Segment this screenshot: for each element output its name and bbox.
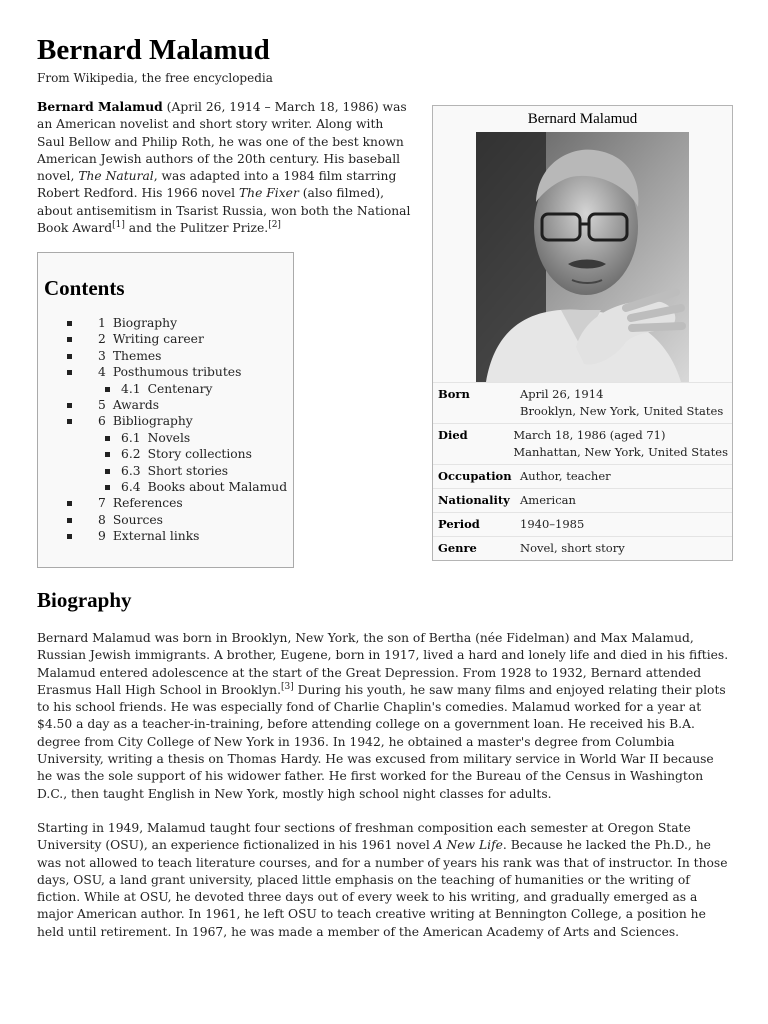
paragraph-text: During his youth, he saw many films and enjoyed relating their plots to his school friends. He was especially fond of Charlie Chaplin's comedies. Malamud worked for a year at $4.50 a day as a teacher-in-training, before attending college on a government loan. He received his B.A. degree from City College of New York in 1936. In 1942, he obtained a master's degree from Columbia University, writing a thesis on Thomas Hardy. He was excused from military service in World War II because he was the sole support of his widower father. He first worked for the Bureau of the Census in Washington D.C., then taught English in New York, mostly high school night classes for adults. xyxy=(37,682,726,801)
reference-link[interactable]: [3] xyxy=(281,681,294,692)
infobox-row-died xyxy=(433,423,732,464)
infobox-label: Nationality xyxy=(438,493,510,507)
toc-list xyxy=(38,315,293,545)
toc-item-awards[interactable]: 5 Awards xyxy=(38,397,293,413)
lead-text: (April 26, 1914 – March 18, 1986) was an American novelist and short story writer. Along with Saul Bellow and Philip Roth, he was one of the best known American Jewish authors of the 20th century. His baseball novel, xyxy=(37,100,407,184)
paragraph-text: Starting in 1949, Malamud taught four sections of freshman composition each semester at Oregon State University (OSU), an experience fictionalized in his 1961 novel xyxy=(37,821,691,853)
death-place[interactable]: Manhattan, New York, United States xyxy=(513,445,728,459)
toc-item-centenary[interactable]: 4.1 Centenary xyxy=(38,381,293,397)
paragraph-text: . Because he lacked the Ph.D., he was not allowed to teach literature courses, and for a number of years his rank was that of instructor. In those days, OSU, a land grant university, placed little emphasis on the teaching of humanities or the writing of fiction. While at OSU, he devoted three days out of every week to his writing, and gradually emerged as a major American author. In 1961, he left OSU to teach creative writing at Bennington College, a position he held until retirement. In 1967, he was made a member of the American Academy of Arts and Sciences. xyxy=(37,838,728,939)
lead-text: (also filmed), about antisemitism in Tsarist Russia, won both the National Book Award xyxy=(37,186,411,236)
biography-paragraph-1 xyxy=(37,630,731,803)
infobox-value: Author, teacher xyxy=(520,469,611,483)
portrait-image xyxy=(476,132,689,382)
infobox-value: American xyxy=(520,493,576,507)
portrait-photo[interactable] xyxy=(476,132,689,382)
article xyxy=(37,30,733,939)
toc-item-sources[interactable]: 8 Sources xyxy=(38,512,293,528)
toc-item-references[interactable]: 7 References xyxy=(38,495,293,511)
infobox-label: Born xyxy=(438,387,470,401)
toc-item-short-stories[interactable]: 6.3 Short stories xyxy=(38,463,293,479)
infobox-value: Novel, short story xyxy=(520,541,625,555)
infobox-value: 1940–1985 xyxy=(520,517,585,531)
page-tagline: From Wikipedia, the free encyclopedia xyxy=(37,71,273,85)
infobox-value xyxy=(509,424,732,464)
section-heading-biography: Biography xyxy=(37,588,132,612)
paragraph-text: Bernard Malamud was born in Brooklyn, New York, the son of Bertha (née Fidelman) and Max Malamud, Russian Jewish immigrants. A brother, Eugene, born in 1917, lived a hard and lonely life and died in his fifties. Malamud entered adolescence at the start of the Great Depression. From 1928 to 1932, Bernard attended Erasmus Hall High School in Brooklyn. xyxy=(37,631,729,697)
reference-link[interactable]: [1] xyxy=(112,219,125,230)
infobox-label: Died xyxy=(438,428,468,442)
infobox xyxy=(432,105,733,561)
toc-title: Contents xyxy=(44,276,125,300)
lead-subject-name: Bernard Malamud xyxy=(37,99,163,114)
infobox-row-genre xyxy=(433,536,732,560)
infobox-label: Period xyxy=(438,517,480,531)
toc-item-writing-career[interactable]: 2 Writing career xyxy=(38,331,293,347)
title-a-new-life[interactable]: A New Life xyxy=(433,838,503,853)
toc-item-external-links[interactable]: 9 External links xyxy=(38,528,293,544)
infobox-label: Occupation xyxy=(438,469,512,483)
infobox-row-period xyxy=(433,512,732,536)
reference-link[interactable]: [2] xyxy=(268,219,281,230)
toc-item-posthumous-tributes[interactable]: 4 Posthumous tributes xyxy=(38,364,293,380)
birth-date: April 26, 1914 xyxy=(520,387,604,401)
page-title: Bernard Malamud xyxy=(37,34,270,66)
infobox-row-born xyxy=(433,382,732,423)
lead-text: , was adapted into a 1984 film starring Robert Redford. His 1966 novel xyxy=(37,169,397,201)
birth-place[interactable]: Brooklyn, New York, United States xyxy=(520,404,724,418)
lead-text: and the Pulitzer Prize. xyxy=(124,221,269,236)
table-of-contents xyxy=(37,252,294,568)
death-date: March 18, 1986 (aged 71) xyxy=(513,428,666,442)
lead-title-natural[interactable]: The Natural xyxy=(78,169,154,184)
toc-item-bibliography[interactable]: 6 Bibliography xyxy=(38,413,293,429)
lead-paragraph xyxy=(37,98,411,237)
biography-paragraph-2 xyxy=(37,820,731,941)
infobox-row-occupation xyxy=(433,464,732,488)
infobox-value xyxy=(516,383,732,423)
infobox-label: Genre xyxy=(438,541,477,555)
toc-item-books-about-malamud[interactable]: 6.4 Books about Malamud xyxy=(38,479,293,495)
toc-item-novels[interactable]: 6.1 Novels xyxy=(38,430,293,446)
infobox-row-nationality xyxy=(433,488,732,512)
toc-item-biography[interactable]: 1 Biography xyxy=(38,315,293,331)
infobox-title: Bernard Malamud xyxy=(527,111,638,127)
toc-item-story-collections[interactable]: 6.2 Story collections xyxy=(38,446,293,462)
toc-item-themes[interactable]: 3 Themes xyxy=(38,348,293,364)
lead-title-fixer[interactable]: The Fixer xyxy=(238,186,299,201)
